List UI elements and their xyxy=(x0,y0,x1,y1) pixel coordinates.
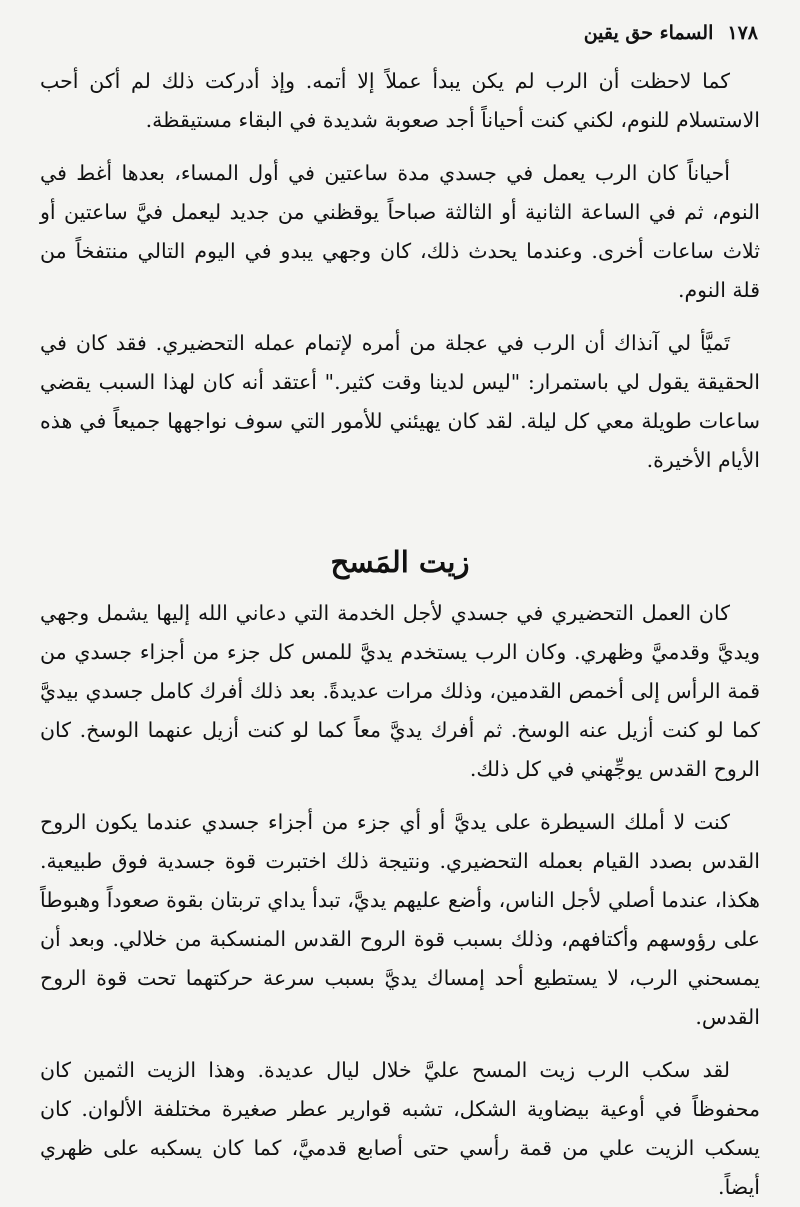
paragraph-3: تَميَّأ لي آنذاك أن الرب في عجلة من أمره لإتمام عمله التحضيري. فقد كان في الحقيقة يقول لي باستمرار: "ليس لدينا وقت كثير." أعتقد أنه كان لهذا السبب يقضي ساعات طويلة معي كل ليلة. لقد كان يهيئني للأمور التي سوف نواجهها جميعاً في هذه الأيام الأخيرة. xyxy=(40,331,760,472)
section-heading: زيت المَسح xyxy=(330,545,470,579)
running-head xyxy=(40,22,760,62)
section-paragraph-3: لقد سكب الرب زيت المسح عليَّ خلال ليال عديدة. وهذا الزيت الثمين كان محفوظاً في أوعية بيضاوية الشكل، تشبه قوارير عطر صغيرة مختلفة الألوان. كان يسكب الزيت علي من قمة رأسي حتى أصابع قدميَّ، كما كان يسكبه على ظهري أيضاً. xyxy=(40,1058,760,1199)
paragraph-2: أحياناً كان الرب يعمل في جسدي مدة ساعتين في أول المساء، بعدها أغط في النوم، ثم في الساعة الثانية أو الثالثة صباحاً يوقظني من جديد ليعمل فيَّ ساعتين أو ثلاث ساعات أخرى. وعندما يحدث ذلك، كان وجهي يبدو في اليوم التالي منتفخاً من قلة النوم. xyxy=(40,161,760,302)
book-title: السماء حق يقين xyxy=(583,22,714,44)
section-paragraph-2: كنت لا أملك السيطرة على يديَّ أو أي جزء من أجزاء جسدي عندما يكون الروح القدس بصدد القيام بعمله التحضيري. ونتيجة ذلك اختبرت قوة جسدية فوق طبيعية. هكذا، عندما أصلي لأجل الناس، وأضع عليهم يديَّ، تبدأ يداي تربتان بقوة صعوداً وهبوطاً على رؤوسهم وأكتافهم، وذلك بسبب قوة الروح القدس المنسكبة من خلالي. وبعد أن يمسحني الرب، لا يستطيع أحد إمساك يديَّ بسبب سرعة حركتهما تحت قوة الروح القدس. xyxy=(40,810,760,1029)
page-number: ١٧٨ xyxy=(727,22,758,44)
paragraph-1: كما لاحظت أن الرب لم يكن يبدأ عملاً إلا أتمه. وإذ أدركت ذلك لم أكن أحب الاستسلام للنوم، لكني كنت أحياناً أجد صعوبة شديدة في البقاء مستيقظة. xyxy=(40,69,760,132)
section-paragraph-1: كان العمل التحضيري في جسدي لأجل الخدمة التي دعاني الله إليها يشمل وجهي ويديَّ وقدميَّ وظهري. وكان الرب يستخدم يديَّ للمس كل جزء من أجزاء جسدي من قمة الرأس إلى أخمص القدمين، وذلك مرات عديدةً. بعد ذلك أفرك كامل جسدي بيديَّ كما لو كنت أزيل عنه الوسخ. ثم أفرك يديَّ معاً كما لو كنت أزيل عنهما الوسخ. كان الروح القدس يوجِّهني في كل ذلك. xyxy=(40,601,760,781)
